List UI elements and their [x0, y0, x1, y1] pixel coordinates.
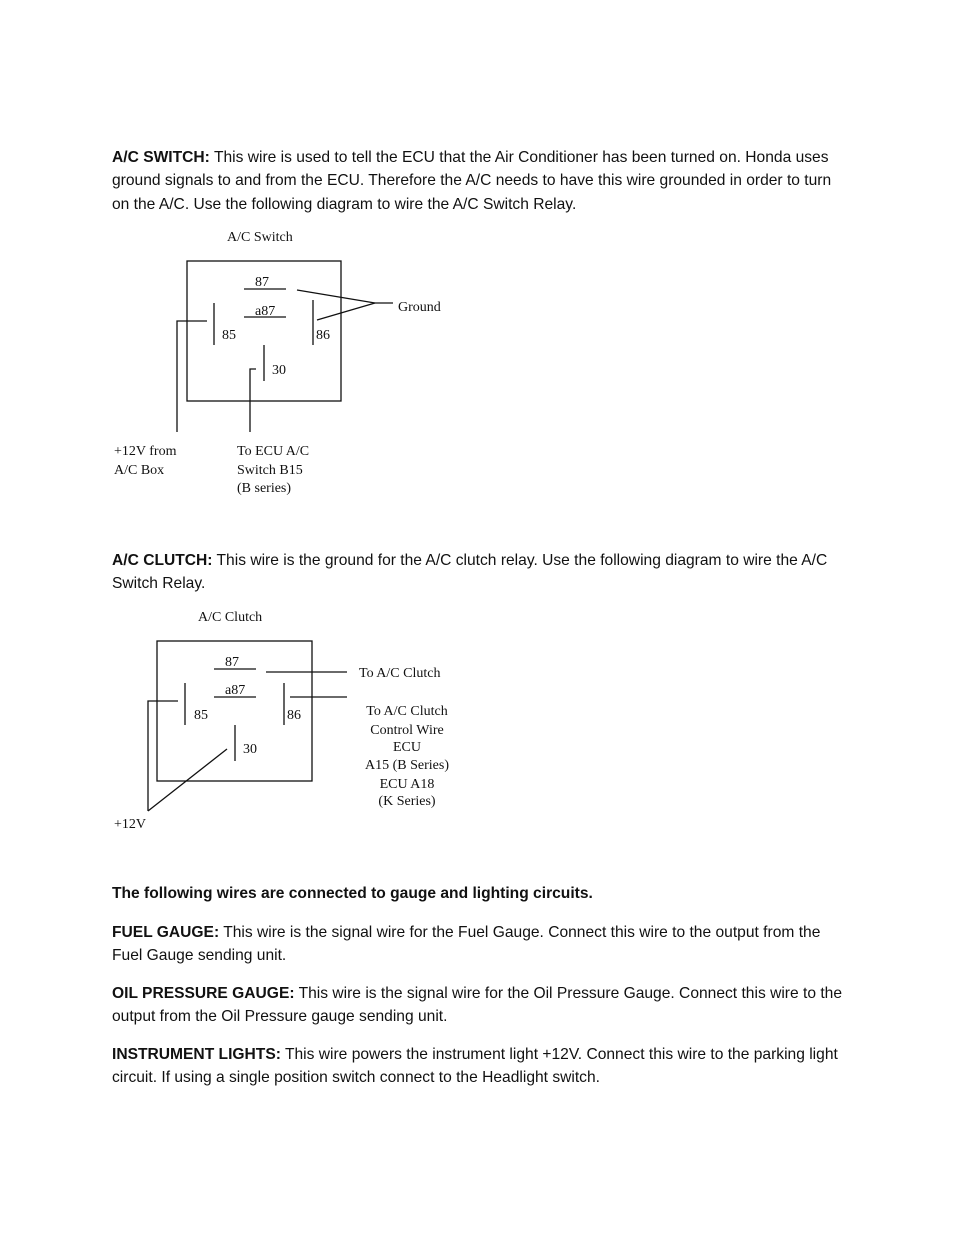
ac-clutch-heading: A/C CLUTCH:: [112, 552, 213, 569]
diagram2-pin-a87: a87: [225, 683, 246, 698]
instrument-lights-text: This wire powers the instrument light +12V. Connect this wire to the parking light circuit. If using a single position switch connect to the Headlight switch.: [112, 1046, 838, 1087]
diagram1-pin-86: 86: [316, 328, 330, 343]
diagram1-12v-label-1: +12V from: [114, 444, 177, 459]
diagram2-control-label-2: Control Wire: [370, 723, 444, 738]
diagram2-12v-wire-30: [148, 749, 227, 811]
diagram1-12v-label-2: A/C Box: [114, 463, 165, 478]
diagram1-pin-85: 85: [222, 328, 236, 343]
diagram2-control-label-4: A15 (B Series): [365, 758, 449, 773]
diagram2-to-clutch-label: To A/C Clutch: [359, 666, 441, 681]
diagram2-12v-label: +12V: [114, 817, 147, 832]
diagram2-pin-87: 87: [225, 655, 239, 670]
ac-clutch-diagram: [114, 610, 449, 832]
oil-pressure-heading: OIL PRESSURE GAUGE:: [112, 985, 295, 1002]
diagram1-pin-87: 87: [255, 275, 269, 290]
diagram1-ecu-label-3: (B series): [237, 481, 292, 496]
ac-switch-diagram: [114, 230, 441, 496]
diagram2-control-label-1: To A/C Clutch: [366, 704, 448, 719]
fuel-gauge-text: This wire is the signal wire for the Fuel Gauge. Connect this wire to the output from the Fuel Gauge sending unit.: [112, 924, 821, 965]
diagram2-12v-wire-85: [148, 701, 178, 811]
diagram1-ground-label: Ground: [398, 300, 441, 315]
ac-clutch-text: This wire is the ground for the A/C clutch relay. Use the following diagram to wire the A/C Switch Relay.: [112, 552, 828, 593]
diagram1-12v-wire: [177, 321, 207, 432]
diagram1-ecu-label-1: To ECU A/C: [237, 444, 310, 459]
diagram1-ground-wire-1: [297, 290, 375, 303]
diagram1-pin-a87: a87: [255, 304, 276, 319]
diagram2-pin-86: 86: [287, 708, 301, 723]
diagram1-title: A/C Switch: [227, 230, 293, 245]
diagram1-ecu-label-2: Switch B15: [237, 463, 303, 478]
diagram2-pin-30: 30: [243, 742, 257, 757]
diagram1-pin-30: 30: [272, 363, 286, 378]
fuel-gauge-heading: FUEL GAUGE:: [112, 924, 220, 941]
ac-switch-text: This wire is used to tell the ECU that the Air Conditioner has been turned on. Honda uses ground signals to and from the ECU. Therefore the A/C needs to have this wire grounded in order to turn on the A/C. Use the following diagram to wire the A/C Switch Relay.: [112, 149, 832, 213]
diagram2-pin-85: 85: [194, 708, 208, 723]
diagram2-title: A/C Clutch: [198, 610, 263, 625]
diagram1-ground-wire-2: [317, 303, 375, 320]
instrument-lights-heading: INSTRUMENT LIGHTS:: [112, 1046, 281, 1063]
gauge-intro-text: The following wires are connected to gauge and lighting circuits.: [112, 885, 593, 902]
diagram2-control-label-3: ECU: [393, 740, 421, 755]
ac-switch-heading: A/C SWITCH:: [112, 149, 210, 166]
diagram2-control-label-6: (K Series): [378, 794, 436, 809]
diagram2-control-label-5: ECU A18: [379, 777, 435, 792]
oil-pressure-text: This wire is the signal wire for the Oil Pressure Gauge. Connect this wire to the output from the Oil Pressure gauge sending unit.: [112, 985, 843, 1026]
